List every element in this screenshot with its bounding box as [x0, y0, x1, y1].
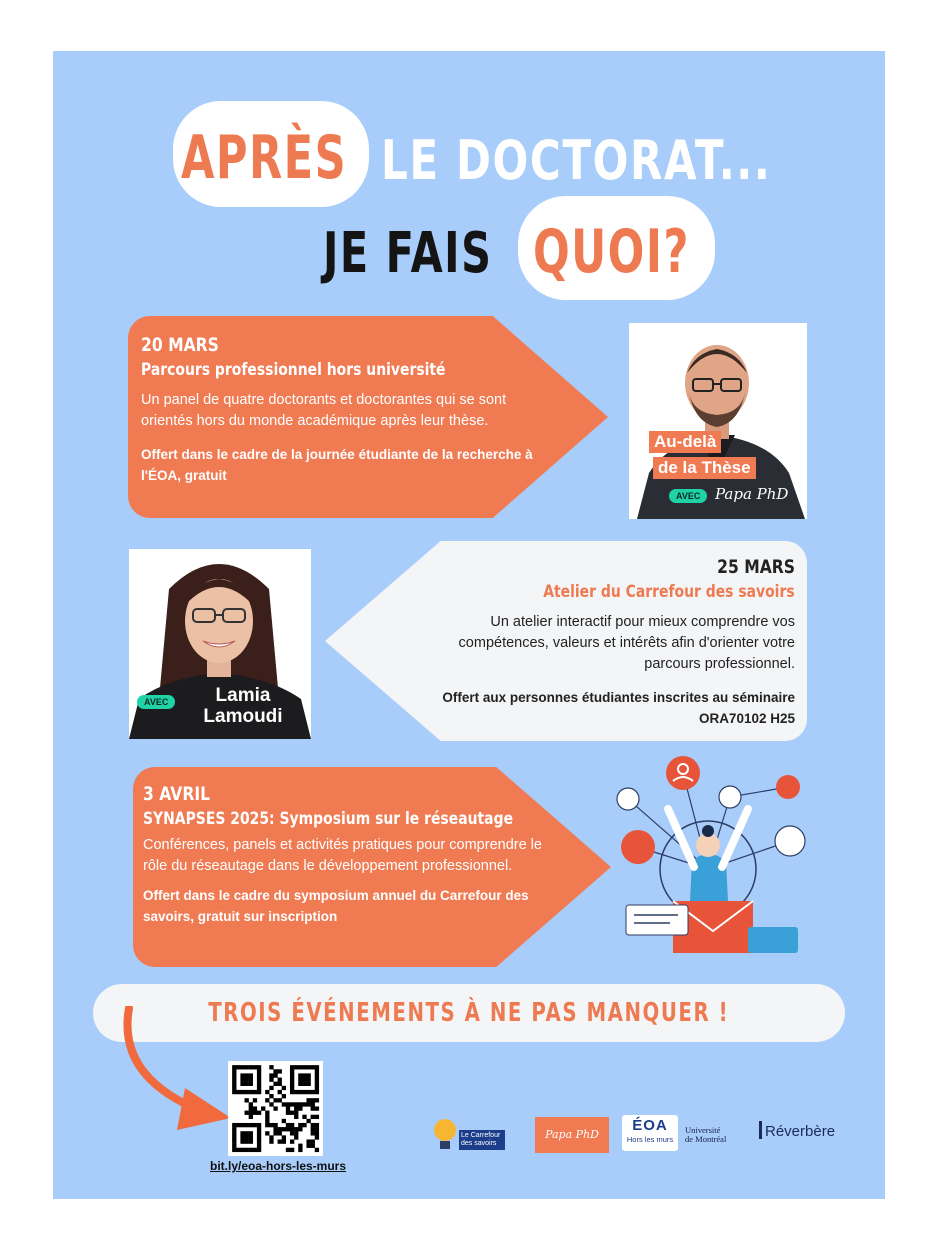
- qr-code[interactable]: [228, 1061, 323, 1156]
- qr-link[interactable]: bit.ly/eoa-hors-les-murs: [209, 1159, 347, 1173]
- event-description: Conférences, panels et activités pratiques pour comprendre le rôle du réseautage dans le développement professionnel.: [143, 837, 542, 874]
- poster: [53, 51, 885, 1199]
- event-offer: Offert dans le cadre de la journée étudiante de la recherche à l'ÉOA, gratuit: [141, 447, 533, 483]
- papa-phd-signature: Papa PhD: [715, 485, 789, 503]
- event-2-text: [433, 556, 795, 729]
- thesis-label-line2: de la Thèse: [653, 457, 756, 479]
- speaker-name: Lamia Lamoudi: [203, 685, 283, 727]
- speaker-photo-lamia-lamoudi: [129, 549, 311, 739]
- event-offer: Offert aux personnes étudiantes inscrites au séminaire ORA70102 H25: [442, 690, 795, 726]
- logo-universite-de-montreal: Université de Montréal: [685, 1125, 727, 1144]
- logo-carrefour-des-savoirs: [431, 1114, 511, 1160]
- logo-papa-phd: Papa PhD: [535, 1117, 609, 1153]
- avec-badge: AVEC: [669, 489, 707, 503]
- logo-reverbere: Réverbère: [759, 1121, 841, 1151]
- avec-badge: AVEC: [137, 695, 175, 709]
- thesis-label-line1: Au-delà: [649, 431, 721, 453]
- event-title: SYNAPSES 2025: Symposium sur le réseautage: [143, 809, 514, 829]
- banner-text: TROIS ÉVÉNEMENTS À NE PAS MANQUER !: [208, 998, 730, 1028]
- event-title: Atelier du Carrefour des savoirs: [543, 582, 795, 602]
- speaker-photo-papa-phd: [629, 323, 807, 519]
- event-date: 20 MARS: [141, 334, 219, 356]
- event-date: 25 MARS: [717, 556, 795, 578]
- event-description: Un atelier interactif pour mieux comprendre vos compétences, valeurs et intérêts afin d'orienter votre parcours professionnel.: [458, 614, 795, 672]
- qr-code-icon: [228, 1061, 323, 1156]
- event-offer: Offert dans le cadre du symposium annuel du Carrefour des savoirs, gratuit sur inscription: [143, 888, 529, 924]
- logo-eoa: ÉOA Hors les murs: [622, 1115, 678, 1151]
- event-1-text: [141, 334, 561, 486]
- networking-illustration: [608, 751, 818, 966]
- event-title: Parcours professionnel hors université: [141, 360, 446, 380]
- title-word-je-fais: JE FAIS: [323, 221, 493, 286]
- event-3-text: [143, 783, 563, 927]
- title-word-apres: APRÈS: [181, 123, 348, 193]
- title-word-doctorat: LE DOCTORAT...: [381, 129, 772, 192]
- carrefour-text: Le Carrefour des savoirs: [461, 1132, 501, 1147]
- reverbere-lamp-icon: [759, 1121, 762, 1139]
- event-date: 3 AVRIL: [143, 783, 211, 805]
- event-description: Un panel de quatre doctorants et doctorantes qui se sont orientés hors du monde académique après leur thèse.: [141, 392, 507, 429]
- arrow-icon: [113, 1006, 233, 1136]
- title-word-quoi: QUOI?: [533, 217, 690, 287]
